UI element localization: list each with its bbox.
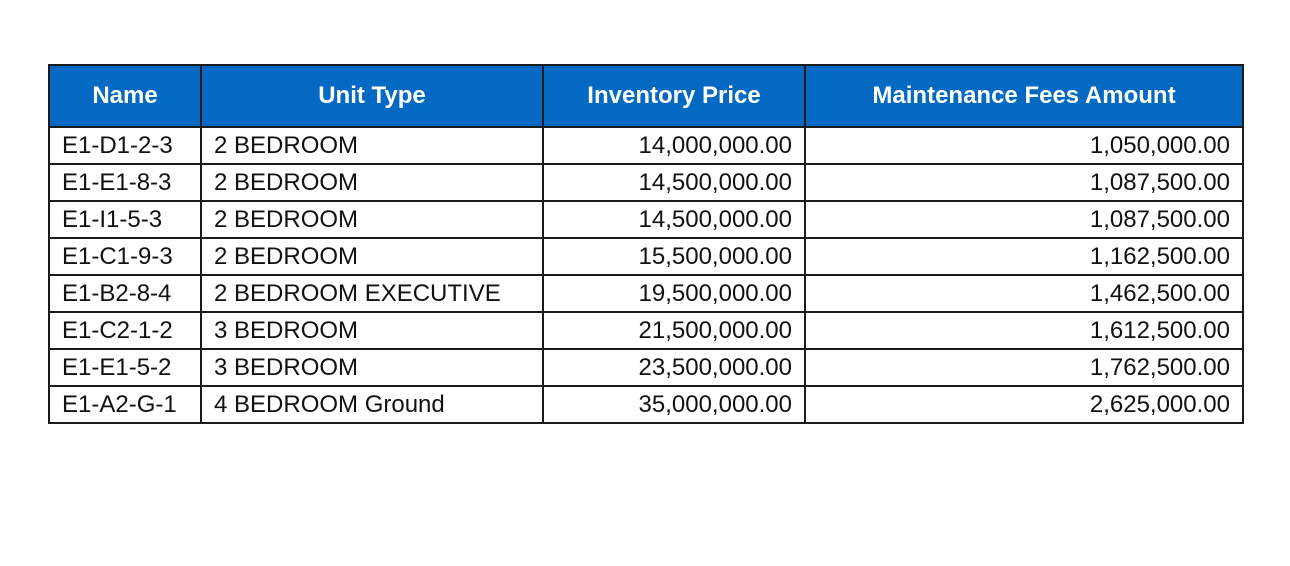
cell-name: E1-E1-8-3 — [49, 164, 201, 201]
cell-name: E1-E1-5-2 — [49, 349, 201, 386]
cell-inventory-price: 15,500,000.00 — [543, 238, 805, 275]
cell-inventory-price: 21,500,000.00 — [543, 312, 805, 349]
cell-unit-type: 2 BEDROOM — [201, 127, 543, 164]
cell-maintenance-fees: 1,087,500.00 — [805, 164, 1243, 201]
cell-inventory-price: 35,000,000.00 — [543, 386, 805, 423]
unit-pricing-table — [48, 64, 1244, 424]
table-row — [49, 238, 1243, 275]
cell-inventory-price: 19,500,000.00 — [543, 275, 805, 312]
table-row — [49, 349, 1243, 386]
cell-inventory-price: 23,500,000.00 — [543, 349, 805, 386]
unit-pricing-table-container — [48, 64, 1244, 424]
cell-unit-type: 2 BEDROOM — [201, 201, 543, 238]
table-row — [49, 386, 1243, 423]
cell-unit-type: 2 BEDROOM — [201, 238, 543, 275]
cell-unit-type: 3 BEDROOM — [201, 312, 543, 349]
cell-inventory-price: 14,500,000.00 — [543, 164, 805, 201]
cell-maintenance-fees: 2,625,000.00 — [805, 386, 1243, 423]
cell-maintenance-fees: 1,762,500.00 — [805, 349, 1243, 386]
cell-name: E1-A2-G-1 — [49, 386, 201, 423]
cell-maintenance-fees: 1,612,500.00 — [805, 312, 1243, 349]
table-row — [49, 201, 1243, 238]
cell-name: E1-C2-1-2 — [49, 312, 201, 349]
header-unit-type: Unit Type — [201, 65, 543, 127]
cell-unit-type: 2 BEDROOM — [201, 164, 543, 201]
table-row — [49, 127, 1243, 164]
table-row — [49, 275, 1243, 312]
cell-name: E1-B2-8-4 — [49, 275, 201, 312]
cell-inventory-price: 14,500,000.00 — [543, 201, 805, 238]
cell-inventory-price: 14,000,000.00 — [543, 127, 805, 164]
cell-name: E1-D1-2-3 — [49, 127, 201, 164]
cell-unit-type: 4 BEDROOM Ground — [201, 386, 543, 423]
table-row — [49, 312, 1243, 349]
cell-name: E1-I1-5-3 — [49, 201, 201, 238]
table-row — [49, 164, 1243, 201]
cell-maintenance-fees: 1,087,500.00 — [805, 201, 1243, 238]
cell-unit-type: 3 BEDROOM — [201, 349, 543, 386]
header-maintenance-fees-amount: Maintenance Fees Amount — [805, 65, 1243, 127]
cell-name: E1-C1-9-3 — [49, 238, 201, 275]
cell-unit-type: 2 BEDROOM EXECUTIVE — [201, 275, 543, 312]
table-header-row — [49, 65, 1243, 127]
header-inventory-price: Inventory Price — [543, 65, 805, 127]
cell-maintenance-fees: 1,162,500.00 — [805, 238, 1243, 275]
cell-maintenance-fees: 1,050,000.00 — [805, 127, 1243, 164]
header-name: Name — [49, 65, 201, 127]
cell-maintenance-fees: 1,462,500.00 — [805, 275, 1243, 312]
